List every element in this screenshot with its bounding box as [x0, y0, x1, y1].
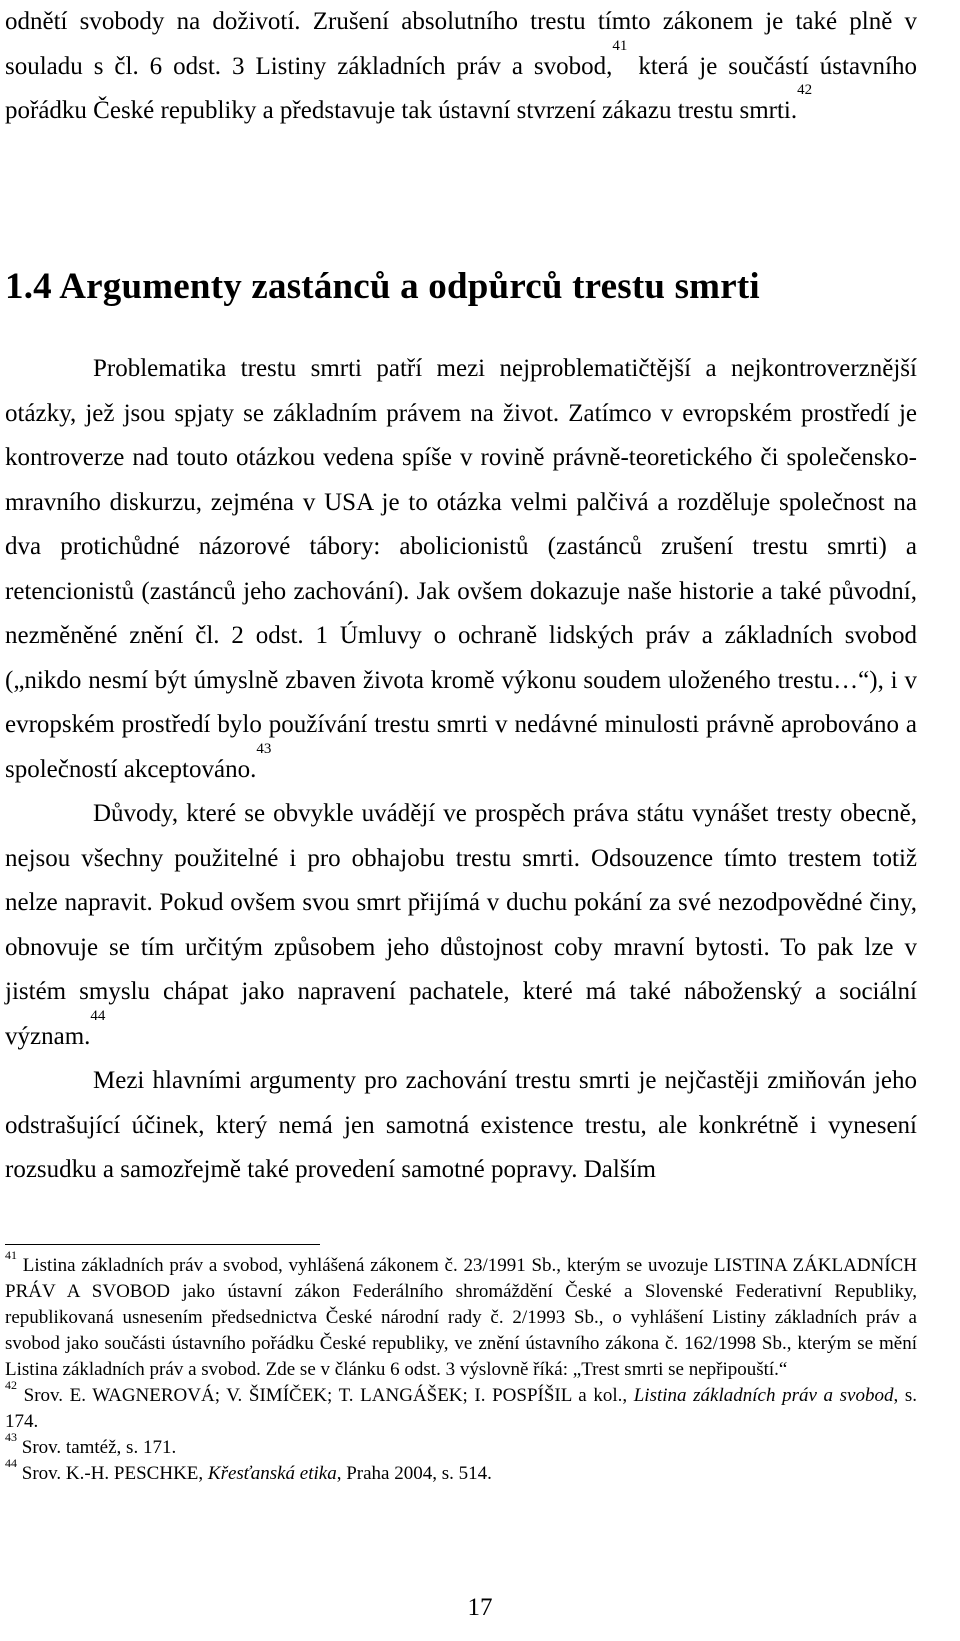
footnote-title: Listina základních práv a svobod	[633, 1385, 894, 1406]
intro-text-2: která je součástí ústavního pořádku České republiky a představuje tak ústavní stvrzení zákazu trestu smrti.	[5, 52, 918, 124]
paragraph-1-text: Problematika trestu smrti patří mezi nejproblematičtější a nejkontroverznější otázky, jež jsou spjaty se základním právem na život. Zatímco v evropském prostředí je kontroverze nad touto otázkou vedena spíše v rovině právně-teoretického či společensko-mravního diskurzu, zejména v USA je to otázka velmi palčivá a rozděluje společnost na dva protichůdné názorové tábory: abolicionistů (zastánců zrušení trestu smrti) a retencionistů (zastánců jeho zachování). Jak ovšem dokazuje naše historie a také původní, nezměněné znění čl. 2 odst. 1 Úmluvy o ochraně lidských práv a základních svobod („nikdo nesmí být úmyslně zbaven života kromě výkonu soudem uloženého trestu…“), i v evropském prostředí bylo používání trestu smrti v nedávné minulosti právně aprobováno a společností akceptováno.	[5, 355, 917, 783]
section-heading: 1.4 Argumenty zastánců a odpůrců trestu smrti	[5, 266, 760, 307]
footnote-number: 42	[5, 1378, 17, 1392]
footnote-title: Křesťanská etika	[207, 1463, 337, 1484]
footnote-text: Listina základních práv a svobod, vyhlášená zákonem č. 23/1991 Sb., kterým se uvozuje LISTINA ZÁKLADNÍCH PRÁV A SVOBOD jako ústavní zákon Federálního shromáždění České a Slovenské Federativní Republiky, republikovaná usnesením předsednictva České národní rady č. 2/1993 Sb., o vyhlášení Listiny základních práv a svobod jako součásti ústavního pořádku České republiky, ve znění ústavního zákona č. 162/1998 Sb., kterým se mění Listina základních práv a svobod. Zde se v článku 6 odst. 3 výslovně říká: „Trest smrti se nepřipouští.“	[5, 1255, 918, 1380]
section-body	[5, 347, 917, 1193]
intro-text-1: odnětí svobody na doživotí. Zrušení absolutního trestu tímto zákonem je také plně v souladu s čl. 6 odst. 3 Listiny základních práv a svobod,	[5, 8, 917, 80]
footnote-separator	[5, 1244, 320, 1245]
paragraph-2-text: Důvody, které se obvykle uvádějí ve prospěch práva státu vynášet tresty obecně, nejsou všechny použitelné i pro obhajobu trestu smrti. Odsouzence tímto trestem totiž nelze napravit. Pokud ovšem svou smrt přijímá v duchu pokání za své nezodpovědné činy, obnovuje se tím určitým způsobem jeho důstojnost coby mravní bytosti. To pak lze v jistém smyslu chápat jako napravení pachatele, které má také náboženský a sociální význam.	[5, 800, 917, 1050]
footnote-42	[5, 1378, 917, 1435]
footnote-tail: , s. 174.	[5, 1385, 917, 1432]
footnote-ref-42[interactable]: 42	[797, 82, 813, 98]
footnote-43	[5, 1430, 917, 1461]
footnote-text: Srov. tamtéž, s. 171.	[21, 1437, 177, 1458]
footnote-number: 44	[5, 1456, 17, 1470]
footnote-number: 41	[5, 1248, 17, 1262]
footnote-ref-43[interactable]: 43	[256, 740, 272, 757]
footnote-41	[5, 1248, 918, 1383]
paragraph-3-text: Mezi hlavními argumenty pro zachování trestu smrti je nejčastěji zmiňován jeho odstrašující účinek, který nemá jen samotná existence trestu, ale konkrétně i vynesení rozsudku a samozřejmě také provedení samotné popravy. Dalším	[5, 1067, 917, 1183]
intro-paragraph	[5, 0, 917, 134]
footnote-ref-44[interactable]: 44	[90, 1007, 106, 1024]
footnote-ref-41[interactable]: 41	[612, 37, 628, 54]
page-number: 17	[467, 1594, 493, 1621]
footnotes	[5, 1248, 918, 1487]
paragraph-2	[5, 792, 917, 1059]
footnote-text: Srov. K.-H. PESCHKE,	[21, 1463, 208, 1484]
footnote-text: Srov. E. WAGNEROVÁ; V. ŠIMÍČEK; T. LANGÁŠEK; I. POSPÍŠIL a kol.,	[23, 1385, 634, 1406]
paragraph-3	[5, 1059, 917, 1193]
footnote-number: 43	[5, 1430, 17, 1444]
paragraph-1	[5, 347, 917, 792]
footnote-tail: , Praha 2004, s. 514.	[336, 1463, 492, 1484]
footnote-44	[5, 1456, 917, 1487]
